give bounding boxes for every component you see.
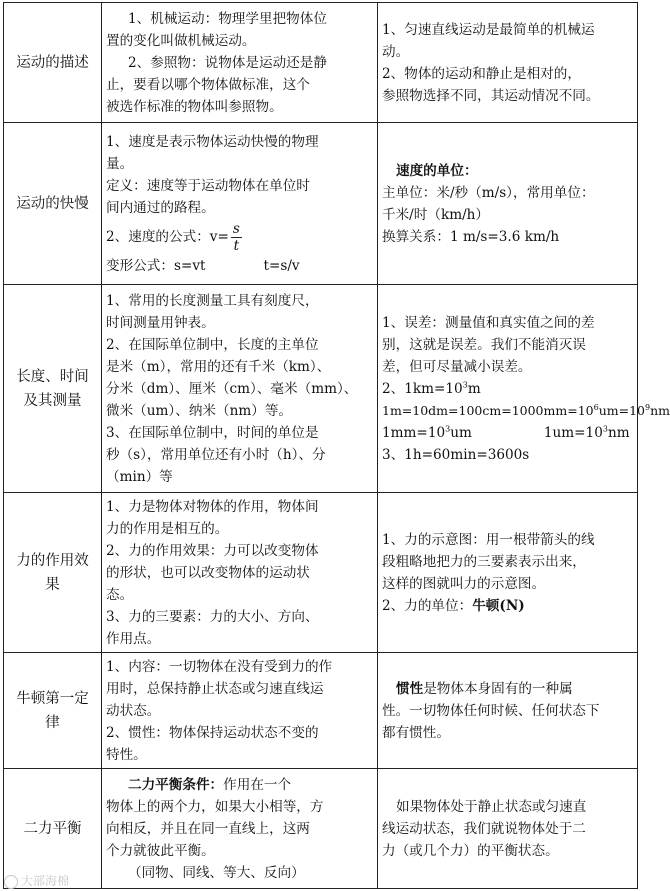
text-line: 量。 — [106, 155, 134, 172]
topic-label: 运动的快慢 — [16, 195, 89, 212]
text-line: 向相反，并且在同一直线上，这两 — [106, 820, 310, 837]
text-line: 作用点。 — [106, 630, 161, 647]
formula-variant: t=s/v — [263, 257, 300, 274]
text-line: 物体上的两个力，如果大小相等，方 — [106, 798, 324, 815]
exponent: 6 — [593, 402, 599, 412]
topic-cell — [4, 493, 102, 653]
note-cell — [378, 285, 670, 493]
speed-fraction — [231, 221, 242, 254]
text-line — [382, 595, 633, 617]
note-cell — [378, 769, 638, 889]
text-line — [382, 378, 633, 400]
text-line: 定义：速度等于运动物体在单位时 — [106, 177, 310, 194]
text-line: 个力就彼此平衡。 — [106, 842, 215, 859]
note-cell — [378, 123, 638, 285]
table-row — [4, 769, 638, 889]
text-line: 动。 — [382, 43, 410, 60]
text-line: 都有惯性。 — [382, 724, 450, 741]
topic-cell — [4, 653, 102, 769]
exponent: 9 — [645, 402, 651, 412]
text-line: 主单位：米/秒（m/s），常用单位： — [382, 184, 595, 201]
unit-text: 1m=10dm=100cm=1000mm=10 — [382, 402, 594, 418]
text-line: 段粗略地把力的三要素表示出来， — [382, 553, 586, 570]
text-line: 1、力是物体对物体的作用，物体间 — [106, 498, 319, 515]
formula-text: 2、速度的公式：v= — [106, 228, 229, 245]
topic-label: 律 — [45, 714, 60, 731]
text-line: 被选作标准的物体叫参照物。 — [106, 98, 283, 115]
text-line: 2、在国际单位制中，长度的主单位 — [106, 336, 319, 353]
text-line: 1、力的示意图：用一根带箭头的线 — [382, 531, 595, 548]
topic-label: 二力平衡 — [23, 820, 82, 837]
text-line: 2、物体的运动和静止是相对的， — [382, 65, 581, 82]
text-line — [106, 255, 373, 277]
term: 惯性 — [396, 680, 424, 697]
unit-text: um=10 — [598, 402, 645, 418]
definition-cell — [102, 3, 378, 123]
note-cell — [378, 653, 638, 769]
text-fragment: 是物体本身固有的一种属 — [423, 680, 573, 697]
text-line: 分米（dm）、厘米（cm）、毫米（mm）、 — [106, 380, 358, 397]
unit-text: um — [450, 424, 472, 441]
text-line: 1、常用的长度测量工具有刻度尺， — [106, 292, 319, 309]
text-line: 秒（s），常用单位还有小时（h）、分 — [106, 446, 326, 463]
unit-text: nm — [607, 424, 630, 441]
formula-variant: 变形公式：s=vt — [106, 257, 206, 274]
watermark-text: 大部海棉 — [21, 874, 70, 888]
physics-summary-table — [3, 2, 670, 889]
table-row — [4, 653, 638, 769]
text-line: 力（或几个力）的平衡状态。 — [382, 842, 559, 859]
text-line: 1、误差：测量值和真实值之间的差 — [382, 314, 595, 331]
note-cell — [378, 493, 638, 653]
topic-label: 运动的描述 — [16, 54, 89, 71]
text-fragment: 作用在一个 — [223, 776, 292, 793]
fraction-numerator: s — [232, 220, 240, 237]
text-line — [382, 400, 670, 422]
text-line: 2、参照物：说物体是运动还是静 — [128, 54, 327, 71]
text-line: 2、惯性：物体保持运动状态不变的 — [106, 724, 319, 741]
watermark — [4, 872, 69, 889]
text-line: 力的作用是相互的。 — [106, 520, 229, 537]
unit-text: 2、力的单位： — [382, 597, 473, 614]
text-line: 微米（um）、纳米（nm）等。 — [106, 402, 293, 419]
text-line: 时间测量用钟表。 — [106, 314, 215, 331]
text-line: 这样的图就叫力的示意图。 — [382, 575, 546, 592]
text-line — [382, 678, 633, 700]
text-line: 3、力的三要素：力的大小、方向、 — [106, 608, 319, 625]
topic-label: 及其测量 — [23, 392, 82, 409]
topic-label: 力的作用效 — [16, 552, 89, 569]
text-line: 特性。 — [106, 746, 147, 763]
text-line: 止，要看以哪个物体做标准，这个 — [106, 76, 310, 93]
text-line: （min）等 — [106, 468, 173, 485]
unit-text: 1um=10 — [543, 424, 603, 441]
text-line: 态。 — [106, 586, 134, 603]
weibo-icon — [4, 875, 18, 889]
unit-text: 1mm=10 — [382, 424, 446, 441]
text-line: 置的变化叫做机械运动。 — [106, 32, 256, 49]
unit-value: 牛顿(N) — [472, 597, 525, 614]
text-line: 如果物体处于静止状态或匀速直 — [396, 798, 587, 815]
definition-cell — [102, 769, 378, 889]
topic-cell — [4, 3, 102, 123]
text-line — [382, 422, 633, 444]
definition-cell — [102, 493, 378, 653]
fraction-denominator: t — [233, 237, 240, 254]
definition-cell — [102, 653, 378, 769]
text-line: 1、速度是表示物体运动快慢的物理 — [106, 133, 319, 150]
topic-label: 牛顿第一定 — [16, 690, 89, 707]
text-line: 线运动状态，我们就说物体处于二 — [382, 820, 586, 837]
text-line: 参照物选择不同，其运动情况不同。 — [382, 87, 600, 104]
topic-cell — [4, 769, 102, 889]
exponent: 3 — [602, 423, 608, 433]
definition-cell — [102, 285, 378, 493]
unit-text: nm — [650, 402, 670, 418]
definition-cell — [102, 123, 378, 285]
text-line: 性。一切物体任何时候、任何状态下 — [382, 702, 600, 719]
table-row — [4, 493, 638, 653]
exponent: 3 — [445, 423, 451, 433]
table-row — [4, 285, 638, 493]
text-line: 速度的单位： — [396, 162, 478, 179]
table-row — [4, 123, 638, 285]
text-line: 是米（m），常用的还有千米（km）、 — [106, 358, 331, 375]
topic-cell — [4, 123, 102, 285]
text-line: 3、1h=60min=3600s — [382, 446, 530, 463]
table-row — [4, 3, 638, 123]
text-line: 3、在国际单位制中，时间的单位是 — [106, 424, 319, 441]
unit-text: 2、1km=10 — [382, 380, 463, 397]
topic-cell — [4, 285, 102, 493]
text-line: 别，这就是误差。我们不能消灭误 — [382, 336, 586, 353]
topic-label: 长度、时间 — [16, 368, 89, 385]
text-line — [106, 774, 373, 796]
text-line: 差，但可尽量减小误差。 — [382, 358, 532, 375]
text-line: 2、力的作用效果：力可以改变物体 — [106, 542, 319, 559]
topic-label: 果 — [45, 576, 60, 593]
text-line: 的形状，也可以改变物体的运动状 — [106, 564, 310, 581]
text-line: 换算关系：1 m/s=3.6 km/h — [382, 228, 560, 245]
text-line: 千米/时（km/h） — [382, 206, 490, 223]
text-line: 用时，总保持静止状态或匀速直线运 — [106, 680, 324, 697]
unit-text: m — [467, 380, 481, 397]
text-line: 1、匀速直线运动是最简单的机械运 — [382, 21, 595, 38]
text-line: 动状态。 — [106, 702, 161, 719]
note-cell — [378, 3, 638, 123]
text-line: 1、机械运动：物理学里把物体位 — [128, 10, 327, 27]
text-line: 间内通过的路程。 — [106, 199, 215, 216]
term: 二力平衡条件： — [128, 776, 224, 793]
exponent: 3 — [462, 379, 468, 389]
formula-line — [106, 219, 373, 255]
text-line: 1、内容：一切物体在没有受到力的作 — [106, 658, 333, 675]
text-line: （同物、同线、等大、反向） — [128, 864, 305, 881]
